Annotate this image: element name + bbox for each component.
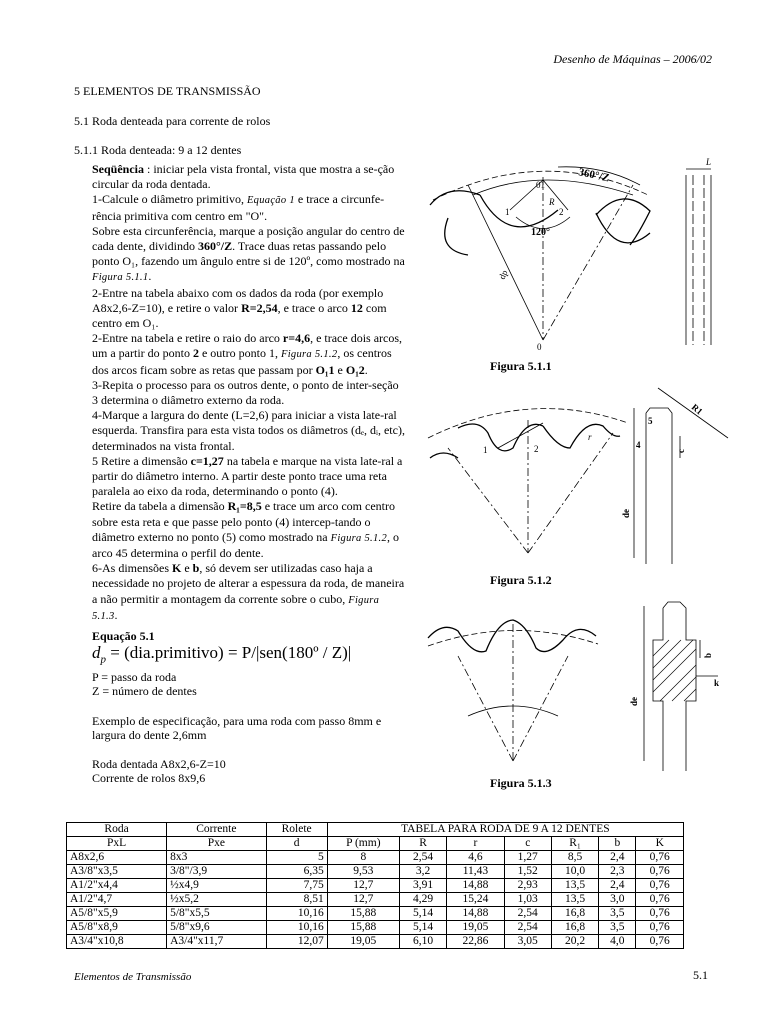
label-point-2: 2	[559, 207, 564, 217]
label-o1: 01	[536, 180, 545, 190]
table-cell: A8x2,6	[67, 851, 167, 865]
section-title: 5 ELEMENTOS DE TRANSMISSÃO	[74, 84, 261, 98]
table-cell: 15,24	[447, 893, 504, 907]
bold-value: c=1,27	[190, 453, 224, 468]
instructions-text	[92, 162, 406, 624]
text-span: , os centros dos arcos ficam sobre as retas que passam por	[92, 346, 392, 377]
table-row	[67, 879, 684, 893]
radial-line-2	[513, 656, 568, 761]
tooth-outline-mid	[480, 195, 558, 227]
table-cell: 3,2	[399, 865, 446, 879]
equation-rhs: = (dia.primitivo) = P/|sen(180º / Z)|	[106, 643, 352, 662]
table-cell: 10,16	[266, 907, 327, 921]
table-cell: 2,3	[599, 865, 636, 879]
table-cell: 2,54	[504, 907, 551, 921]
table-row	[67, 893, 684, 907]
paragraph-step5: 4-Marque a largura do dente (L=2,6) para iniciar a vista late-ral esquerda. Transfira para esta vista todos os diâmetros (dₑ, dᵢ, etc), determinados na vista frontal.	[92, 408, 405, 453]
table-column-header: PxL	[67, 837, 167, 851]
table-cell: A1/2"x4,4	[67, 879, 167, 893]
table-cell: 8x3	[167, 851, 266, 865]
table-cell: 3,5	[599, 907, 636, 921]
table-cell: ½x4,9	[167, 879, 266, 893]
tooth-profile-front	[428, 620, 596, 652]
table-row	[67, 935, 684, 949]
table-column-header: Pxe	[167, 837, 266, 851]
equation-title: Equação 5.1	[92, 629, 155, 643]
text-span: 2-Entre na tabela e retire o raio do arco	[92, 331, 283, 346]
figure-reference: Figura 5.1.3	[92, 594, 380, 622]
label-R1: R1	[689, 401, 705, 417]
table-cell: 12,07	[266, 935, 327, 949]
header-corrente: Corrente	[167, 823, 266, 837]
equation-reference: Equação 1	[246, 195, 295, 207]
bold-value: 2	[192, 346, 199, 361]
table-cell: 8,5	[551, 851, 598, 865]
table-column-header: c	[504, 837, 551, 851]
text-span: . Trace duas retas passando pelo ponto O₁, fazendo um ângulo entre si de 120º, como mostrado na	[92, 239, 405, 269]
table-cell: 15,88	[327, 921, 399, 935]
example-spec1: Roda dentada A8x2,6-Z=10	[92, 757, 226, 771]
table-cell: A1/2"4,7	[67, 893, 167, 907]
table-cell: 12,7	[327, 879, 399, 893]
paragraph-step2	[92, 286, 406, 332]
equation	[92, 643, 351, 665]
example-line2: largura do dente 2,6mm	[92, 728, 207, 742]
table-cell: A3/4"x10,8	[67, 935, 167, 949]
table-cell: 6,35	[266, 865, 327, 879]
label-360z: 360°/Z	[577, 166, 611, 185]
table-row	[67, 851, 684, 865]
table-cell: 3,91	[399, 879, 446, 893]
text-span: Sobre esta circunferência, marque a posição angular do centro de cada dente, dividindo	[92, 223, 405, 254]
hatch-line	[672, 677, 696, 701]
table-cell: 0,76	[636, 921, 684, 935]
text-span: e trace um arco com centro sobre esta reta e que passe pelo ponto (4) intercep-tando o diâmetro externo no ponto (5) como mostrado na	[92, 499, 395, 544]
label-R: R	[549, 197, 555, 207]
text-span: , e trace dois arcos, um a partir do ponto	[92, 331, 403, 361]
hatch-section	[653, 640, 696, 701]
figure-caption-5-1-3: Figura 5.1.3	[490, 776, 552, 790]
hatch-line	[653, 640, 669, 656]
label-point-1: 1	[505, 207, 510, 217]
bold-value: R=2,54	[241, 300, 278, 315]
table-cell: 0,76	[636, 907, 684, 921]
label-dp: dp	[496, 268, 510, 281]
table-cell: 10,0	[551, 865, 598, 879]
paragraph-step7	[92, 561, 406, 624]
table-column-header: P (mm)	[327, 837, 399, 851]
table-cell: A5/8"x8,9	[67, 921, 167, 935]
paragraph-step4: 3-Repita o processo para os outros dente, o ponto de inter-seção 3 determina o diâmetro externo da roda.	[92, 377, 399, 408]
figure-reference: Figura 5.1.2	[280, 349, 338, 361]
table-cell: 6,10	[399, 935, 446, 949]
table-cell: 3,5	[599, 921, 636, 935]
hatch-line	[660, 665, 696, 701]
text-span: .	[114, 607, 118, 622]
figure-5-1-2	[418, 378, 748, 566]
bold-value: 360°/Z	[197, 239, 233, 254]
table-cell: 13,5	[551, 879, 598, 893]
figure-reference: Figura 5.1.1	[92, 272, 149, 284]
table-cell: 19,05	[327, 935, 399, 949]
table-cell: 3,0	[599, 893, 636, 907]
radial-line-2	[528, 433, 613, 553]
table-cell: 0,76	[636, 893, 684, 907]
table-header-row-1	[67, 823, 684, 837]
table-cell: 16,8	[551, 907, 598, 921]
table-cell: 7,75	[266, 879, 327, 893]
text-span: e trace a circunfe-rência primitiva com centro em "O".	[92, 192, 385, 223]
table-column-header: b	[599, 837, 636, 851]
label-de: de	[629, 697, 639, 706]
hatch-line	[653, 640, 681, 668]
text-span: , o arco 45 determina o perfil do dente.	[92, 529, 400, 561]
radial-line-1	[448, 448, 528, 553]
paragraph-step1-cont: Sobre esta circunferência, marque a posição angular do centro de cada dente, dividindo 360°/Z. Trace duas retas passando pelo ponto O₁, fazendo um ângulo entre si de 120º, como mostrado na Figura 5.1.1.	[92, 223, 405, 284]
text-span: , e trace o arco	[277, 300, 351, 315]
table-cell: A5/8"x5,9	[67, 907, 167, 921]
radial-line	[543, 185, 633, 340]
subsubsection-title: 5.1.1 Roda denteada: 9 a 12 dentes	[74, 143, 242, 157]
label-point-1: 1	[483, 445, 488, 455]
table-cell: 2,4	[599, 879, 636, 893]
text-span: : iniciar pela vista frontal, vista que mostra a se-ção circular da roda dentada.	[92, 162, 395, 192]
table-cell: 13,5	[551, 893, 598, 907]
table-cell: 8,51	[266, 893, 327, 907]
paragraph-sequence	[92, 162, 406, 192]
bold-value: 12	[350, 300, 363, 315]
paragraph-step3	[92, 331, 406, 378]
bold-label: Seqüência	[92, 162, 145, 176]
table-cell: 0,76	[636, 851, 684, 865]
text-span: .	[364, 362, 368, 377]
equation-lhs: d	[92, 643, 101, 662]
table-cell: A3/8"x3,5	[67, 865, 167, 879]
figure-reference: Figura 5.1.2	[330, 532, 388, 544]
radial-line-1	[458, 656, 513, 761]
text-span: e	[181, 561, 193, 576]
table-cell: 5,14	[399, 907, 446, 921]
table-cell: 12,7	[327, 893, 399, 907]
label-de: de	[621, 509, 631, 518]
side-profile	[646, 408, 672, 564]
text-span: 6-As dimensões	[92, 561, 172, 576]
tooth-profile-2	[543, 424, 620, 448]
table-cell: 15,88	[327, 907, 399, 921]
r1-leader	[658, 388, 728, 438]
label-120: 120°	[531, 227, 550, 238]
table-cell: 0,76	[636, 865, 684, 879]
text-span: 2-Entre na tabela abaixo com os dados da roda (por exemplo A8x2,6-Z=10), e retire o valor	[92, 285, 384, 315]
table-cell: 11,43	[447, 865, 504, 879]
hatch-line	[684, 689, 696, 701]
table-cell: 5/8"x9,6	[167, 921, 266, 935]
table-cell: 2,54	[399, 851, 446, 865]
table-cell: 5,14	[399, 921, 446, 935]
table-cell: 14,88	[447, 907, 504, 921]
figure-caption-5-1-2: Figura 5.1.2	[490, 573, 552, 587]
table-cell: 0,76	[636, 935, 684, 949]
footer-title: Elementos de Transmissão	[74, 971, 192, 983]
table-cell: 1,27	[504, 851, 551, 865]
page-header: Desenho de Máquinas – 2006/02	[553, 52, 712, 66]
table-cell: 0,76	[636, 879, 684, 893]
table-cell: 1,52	[504, 865, 551, 879]
text-span: e outro ponto 1,	[198, 346, 281, 361]
table-title: TABELA PARA RODA DE 9 A 12 DENTES	[327, 823, 683, 837]
equation-lhs-sub: p	[100, 653, 106, 666]
label-point-4: 4	[636, 440, 641, 450]
header-roda: Roda	[67, 823, 167, 837]
paragraph-step6	[92, 454, 406, 500]
paragraph-step1	[92, 192, 406, 223]
label-b: b	[703, 652, 713, 658]
label-point-2: 2	[534, 444, 539, 454]
text-span: Retire da tabela a dimensão	[92, 499, 228, 514]
bold-value: O₁2	[345, 362, 365, 377]
text-span: e	[334, 362, 346, 377]
table-column-header: d	[266, 837, 327, 851]
outer-arc	[473, 180, 633, 195]
tooth-profile-3	[430, 453, 458, 458]
table-cell: 1,03	[504, 893, 551, 907]
label-r: r	[588, 432, 592, 442]
text-span: , só devem ser utilizadas caso haja a necessidade no projeto de alterar a espessura da roda, de maneira a não permitir a montagem da corrente sobre o cubo,	[92, 561, 405, 606]
figure-5-1-3	[418, 596, 748, 771]
table-column-header: R₁	[551, 837, 598, 851]
header-rolete: Rolete	[266, 823, 327, 837]
table-row	[67, 921, 684, 935]
table-column-header: R	[399, 837, 446, 851]
subsection-title: 5.1 Roda denteada para corrente de rolos	[74, 114, 271, 128]
example-line1: Exemplo de especificação, para uma roda com passo 8mm e	[92, 714, 382, 728]
text-span: na tabela e marque na vista late-ral a partir do diâmetro interno. A partir deste ponto trace uma reta paralela ao eixo da roda, determinando o ponto (4).	[92, 453, 403, 499]
example-spec2: Corrente de rolos 8x9,6	[92, 771, 206, 785]
table-cell: 3/8"/3,9	[167, 865, 266, 879]
label-k: k	[714, 678, 720, 688]
table-column-header: K	[636, 837, 684, 851]
table-cell: 5	[266, 851, 327, 865]
table-cell: 2,54	[504, 921, 551, 935]
bold-value: R₁=8,5	[227, 499, 262, 514]
page-number: 5.1	[693, 968, 708, 982]
hatch-line	[653, 649, 696, 692]
figure-5-1-1	[418, 155, 748, 355]
figure-caption-5-1-1: Figura 5.1.1	[490, 359, 552, 373]
bold-value: r=4,6	[282, 331, 311, 346]
table-cell: 4,29	[399, 893, 446, 907]
text-span: 5 Retire a dimensão	[92, 453, 191, 468]
table-cell: 19,05	[447, 921, 504, 935]
table-cell: 20,2	[551, 935, 598, 949]
table-cell: 3,05	[504, 935, 551, 949]
table-cell: 22,86	[447, 935, 504, 949]
table-column-header: r	[447, 837, 504, 851]
table-header-row-2	[67, 837, 684, 851]
label-point-5: 5	[648, 416, 653, 426]
table-cell: 2,4	[599, 851, 636, 865]
table-cell: 2,93	[504, 879, 551, 893]
bold-value: O₁1	[315, 362, 335, 377]
label-o: 0	[537, 342, 542, 352]
table-cell: 4,0	[599, 935, 636, 949]
paragraph-step6-cont	[92, 499, 406, 561]
table-row	[67, 907, 684, 921]
label-c: c	[676, 449, 686, 453]
tooth-root-left	[445, 218, 468, 255]
bold-value: b	[192, 561, 200, 576]
table-cell: 9,53	[327, 865, 399, 879]
table-cell: 14,88	[447, 879, 504, 893]
label-L: L	[706, 157, 712, 167]
table-cell: 4,6	[447, 851, 504, 865]
tooth-outline-right	[596, 213, 650, 243]
table-cell: 10,16	[266, 921, 327, 935]
legend-p: P = passo da roda	[92, 670, 177, 684]
table-cell: A3/4"x11,7	[167, 935, 266, 949]
o1-line-2	[543, 180, 568, 210]
bold-value: K	[172, 561, 182, 576]
table-row	[67, 865, 684, 879]
table-cell: ½x5,2	[167, 893, 266, 907]
table-cell: 5/8"x5,5	[167, 907, 266, 921]
sprocket-table	[66, 822, 684, 949]
text-span: 1-Calcule o diâmetro primitivo,	[92, 192, 247, 207]
text-span: com centro em O₁.	[92, 300, 387, 331]
legend-z: Z = número de dentes	[92, 684, 197, 698]
table-cell: 8	[327, 851, 399, 865]
table-cell: 16,8	[551, 921, 598, 935]
